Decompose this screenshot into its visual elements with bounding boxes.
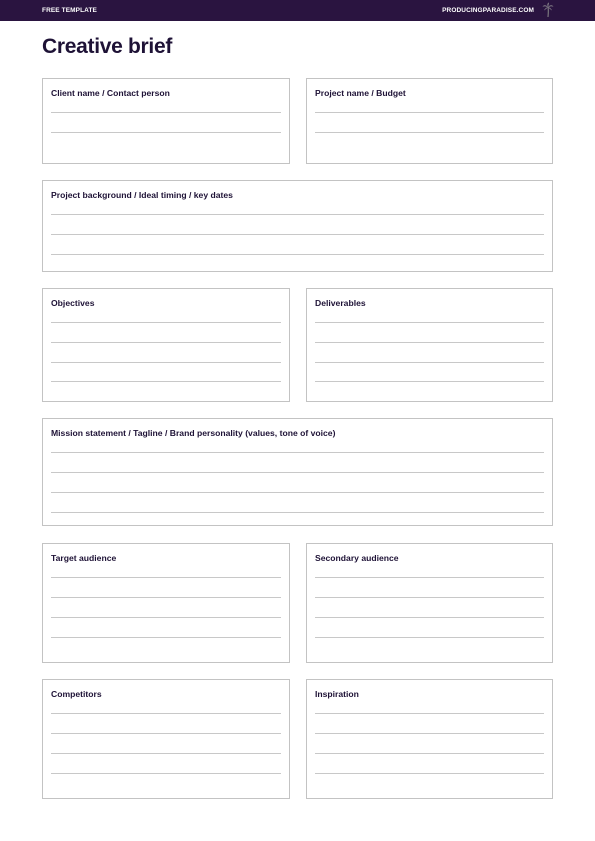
write-line[interactable] [51, 492, 544, 493]
page-title: Creative brief [42, 35, 173, 58]
write-line[interactable] [51, 214, 544, 215]
background-section-label: Project background / Ideal timing / key dates [51, 190, 233, 200]
write-line[interactable] [51, 617, 281, 618]
client-section-label: Client name / Contact person [51, 88, 170, 98]
site-url[interactable]: PRODUCINGPARADISE.COM [442, 7, 534, 14]
write-line[interactable] [315, 617, 544, 618]
write-line[interactable] [51, 773, 281, 774]
write-line[interactable] [51, 577, 281, 578]
write-line[interactable] [315, 713, 544, 714]
write-line[interactable] [51, 322, 281, 323]
write-line[interactable] [315, 637, 544, 638]
free-template-label: FREE TEMPLATE [42, 7, 97, 14]
write-line[interactable] [315, 322, 544, 323]
project-section[interactable] [306, 78, 553, 164]
target-audience-section-label: Target audience [51, 553, 117, 563]
write-line[interactable] [51, 452, 544, 453]
write-line[interactable] [51, 132, 281, 133]
write-line[interactable] [51, 753, 281, 754]
write-line[interactable] [51, 381, 281, 382]
write-line[interactable] [51, 254, 544, 255]
background-section[interactable] [42, 180, 553, 272]
write-line[interactable] [315, 577, 544, 578]
secondary-audience-section[interactable] [306, 543, 553, 663]
deliverables-section-label: Deliverables [315, 298, 366, 308]
site-branding [442, 2, 554, 20]
deliverables-section[interactable] [306, 288, 553, 402]
competitors-section[interactable] [42, 679, 290, 799]
write-line[interactable] [315, 342, 544, 343]
write-line[interactable] [51, 713, 281, 714]
write-line[interactable] [315, 362, 544, 363]
write-line[interactable] [51, 512, 544, 513]
client-section[interactable] [42, 78, 290, 164]
write-line[interactable] [51, 733, 281, 734]
write-line[interactable] [315, 773, 544, 774]
write-line[interactable] [315, 597, 544, 598]
inspiration-section-label: Inspiration [315, 689, 359, 699]
write-line[interactable] [51, 637, 281, 638]
mission-section[interactable] [42, 418, 553, 526]
competitors-section-label: Competitors [51, 689, 102, 699]
write-line[interactable] [315, 381, 544, 382]
write-line[interactable] [51, 597, 281, 598]
target-audience-section[interactable] [42, 543, 290, 663]
write-line[interactable] [51, 342, 281, 343]
write-line[interactable] [51, 234, 544, 235]
write-line[interactable] [315, 112, 544, 113]
inspiration-section[interactable] [306, 679, 553, 799]
secondary-audience-section-label: Secondary audience [315, 553, 399, 563]
write-line[interactable] [51, 112, 281, 113]
mission-section-label: Mission statement / Tagline / Brand personality (values, tone of voice) [51, 428, 336, 438]
objectives-section-label: Objectives [51, 298, 95, 308]
write-line[interactable] [315, 132, 544, 133]
write-line[interactable] [315, 733, 544, 734]
write-line[interactable] [51, 362, 281, 363]
palm-tree-icon [542, 2, 554, 20]
project-section-label: Project name / Budget [315, 88, 406, 98]
top-banner [0, 0, 595, 21]
write-line[interactable] [51, 472, 544, 473]
write-line[interactable] [315, 753, 544, 754]
objectives-section[interactable] [42, 288, 290, 402]
